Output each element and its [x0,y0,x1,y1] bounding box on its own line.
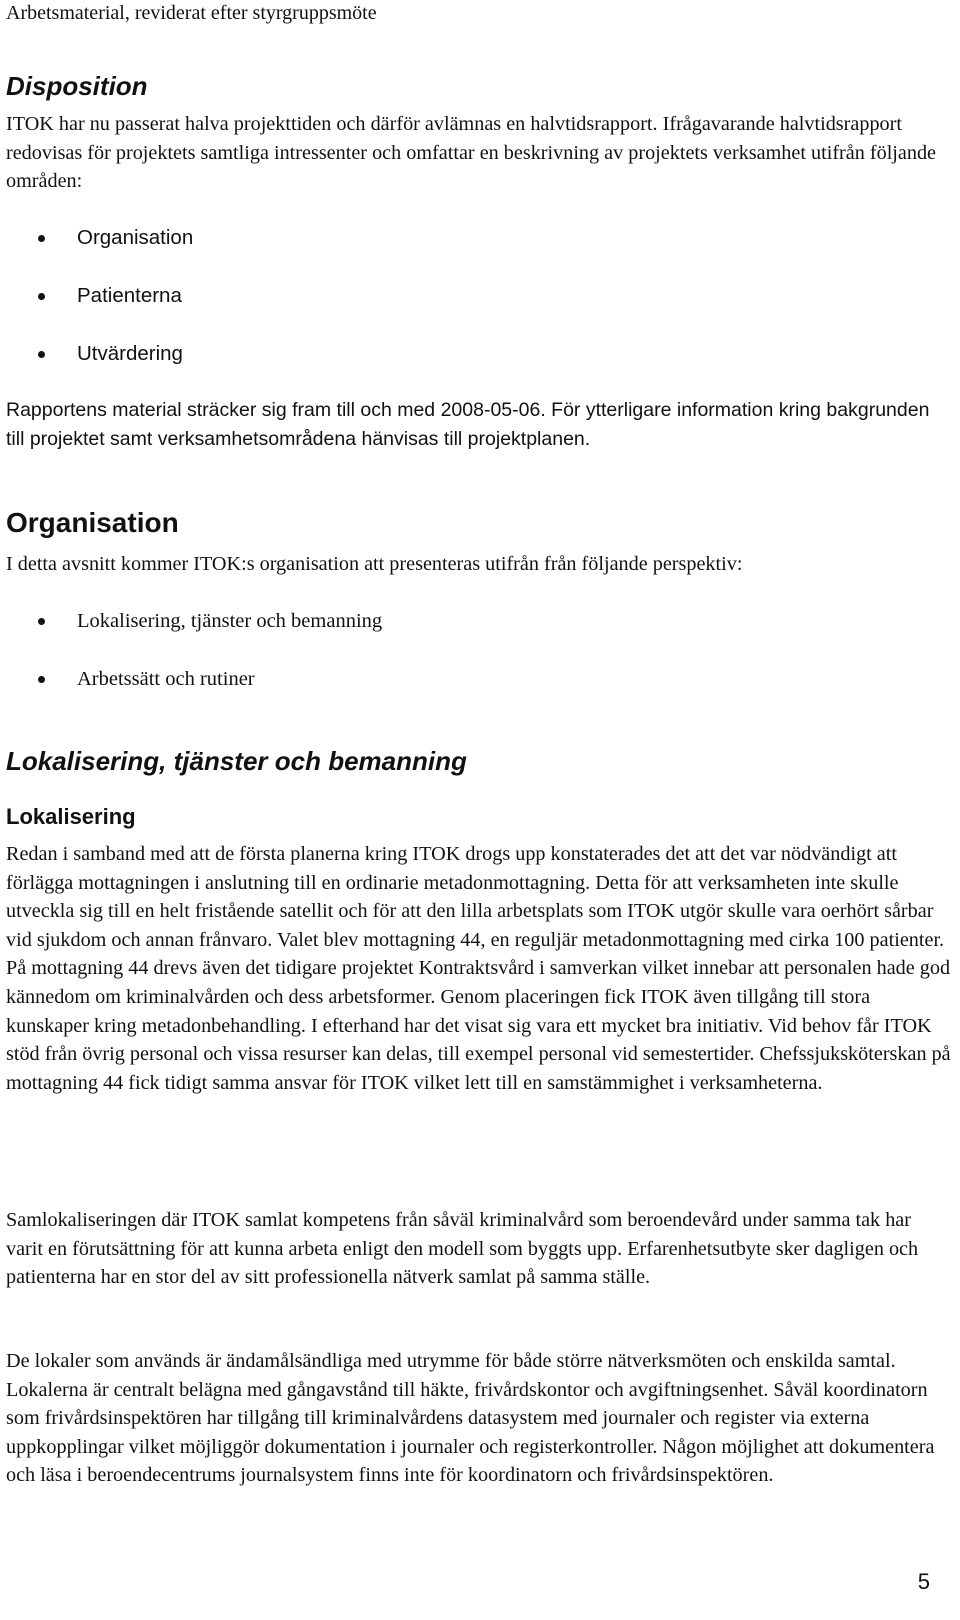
list-item-text: Lokalisering, tjänster och bemanning [77,610,383,632]
lokalisering-paragraph-1: Redan i samband med att de första planerna kring ITOK drogs upp konstaterades det att det var nödvändigt att förlägga mottagningen i anslutning till en ordinarie metadonmottagning. Detta för att verksamheten inte skulle utveckla sig till en helt fristående satellit och för att den lilla arbetsplats som ITOK utgör skulle vara oerhört sårbar vid sjukdom och annan frånvaro. Valet blev mottagning 44, en reguljär metadonmottagning med cirka 100 patienter. På mottagning 44 drevs även det tidigare projektet Kontraktsvård i samverkan vilket innebar att personalen hade god kännedom om kriminalvården och dess arbetsformer. Genom placeringen fick ITOK även tillgång till stora kunskaper kring metadonbehandling. I efterhand har det visat sig vara ett mycket bra initiativ. Vid behov får ITOK stöd från övrig personal och vissa resurser kan delas, till exempel personal vid semestertider. Chefssjuksköterskan på mottagning 44 fick tidigt samma ansvar för ITOK vilket lett till en samstämmighet i verksamheterna. [6,843,951,1094]
subheading-lokalisering: Lokalisering [6,804,136,829]
heading-disposition: Disposition [6,71,148,101]
heading-lokalisering-tjanster-bemanning: Lokalisering, tjänster och bemanning [6,746,467,776]
bullet-icon [38,618,45,625]
bullet-icon [38,293,45,300]
list-item-text: Patienterna [77,284,182,307]
bullet-icon [38,235,45,242]
bullet-icon [38,676,45,683]
bullet-icon [38,351,45,358]
list-item-text: Arbetssätt och rutiner [77,668,255,690]
organisation-intro-paragraph: I detta avsnitt kommer ITOK:s organisation att presenteras utifrån från följande perspektiv: [6,553,743,575]
list-item-text: Utvärdering [77,342,183,365]
heading-organisation: Organisation [6,507,179,538]
running-header: Arbetsmaterial, reviderat efter styrgruppsmöte [6,2,377,24]
disposition-intro-paragraph: ITOK har nu passerat halva projekttiden och därför avlämnas en halvtidsrapport. Ifrågavarande halvtidsrapport redovisas för projektets samtliga intressenter och omfattar en beskrivning av projektets verksamhet utifrån följande områden: [6,113,937,193]
lokalisering-paragraph-2: Samlokaliseringen där ITOK samlat kompetens från såväl kriminalvård som beroendevård under samma tak har varit en förutsättning för att kunna arbeta enligt den modell som byggts upp. Erfarenhetsutbyte sker dagligen och patienterna har en stor del av sitt professionella nätverk samlat på samma ställe. [6,1209,919,1289]
disposition-closing-paragraph: Rapportens material sträcker sig fram till och med 2008-05-06. För ytterligare information kring bakgrunden till projektet samt verksamhetsområdena hänvisas till projektplanen. [6,399,930,450]
list-item-text: Organisation [77,226,194,249]
page-number: 5 [917,1569,930,1594]
lokalisering-paragraph-3: De lokaler som används är ändamålsändliga med utrymme för både större nätverksmöten och enskilda samtal. Lokalerna är centralt belägna med gångavstånd till häkte, frivårdskontor och avgiftningsenhet. Såväl koordinatorn som frivårdsinspektören har tillgång till kriminalvårdens datasystem med journaler och register via externa uppkopplingar vilket möjliggör dokumentation i journaler och registerkontroller. Någon möjlighet att dokumentera och läsa i beroendecentrums journalsystem finns inte för koordinatorn och frivårdsinspektören. [6,1350,935,1487]
